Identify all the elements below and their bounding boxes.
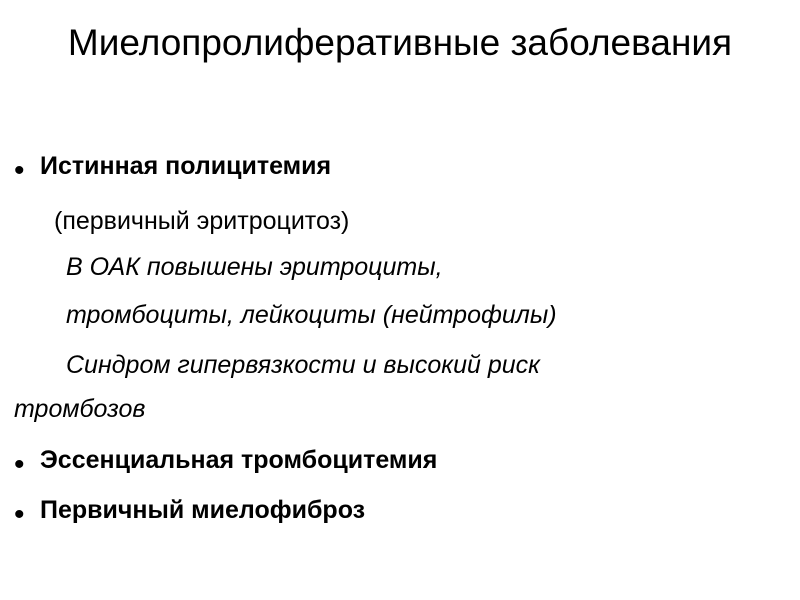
page-title: Миелопролиферативные заболевания [67, 22, 733, 63]
list-item-label: Истинная полицитемия [40, 152, 332, 180]
slide-body [14, 152, 786, 530]
bullet-icon: • [14, 448, 25, 481]
list-item-subtext: Синдром гипервязкости и высокий риск [66, 351, 540, 379]
list-item [14, 496, 786, 530]
list-item-subtext: тромбозов [14, 395, 146, 423]
bullet-icon: • [14, 498, 25, 531]
list-item-label: Эссенциальная тромбоцитемия [40, 446, 438, 474]
list-item-subtext: В ОАК повышены эритроциты, [66, 253, 443, 281]
list-item [14, 446, 786, 480]
list-item-subtext: (первичный эритроцитоз) [54, 207, 350, 235]
list-item [14, 152, 786, 186]
bullet-icon: • [14, 154, 25, 187]
list-item-label: Первичный миелофиброз [40, 496, 366, 524]
list-item-subtext: тромбоциты, лейкоциты (нейтрофилы) [66, 301, 557, 329]
